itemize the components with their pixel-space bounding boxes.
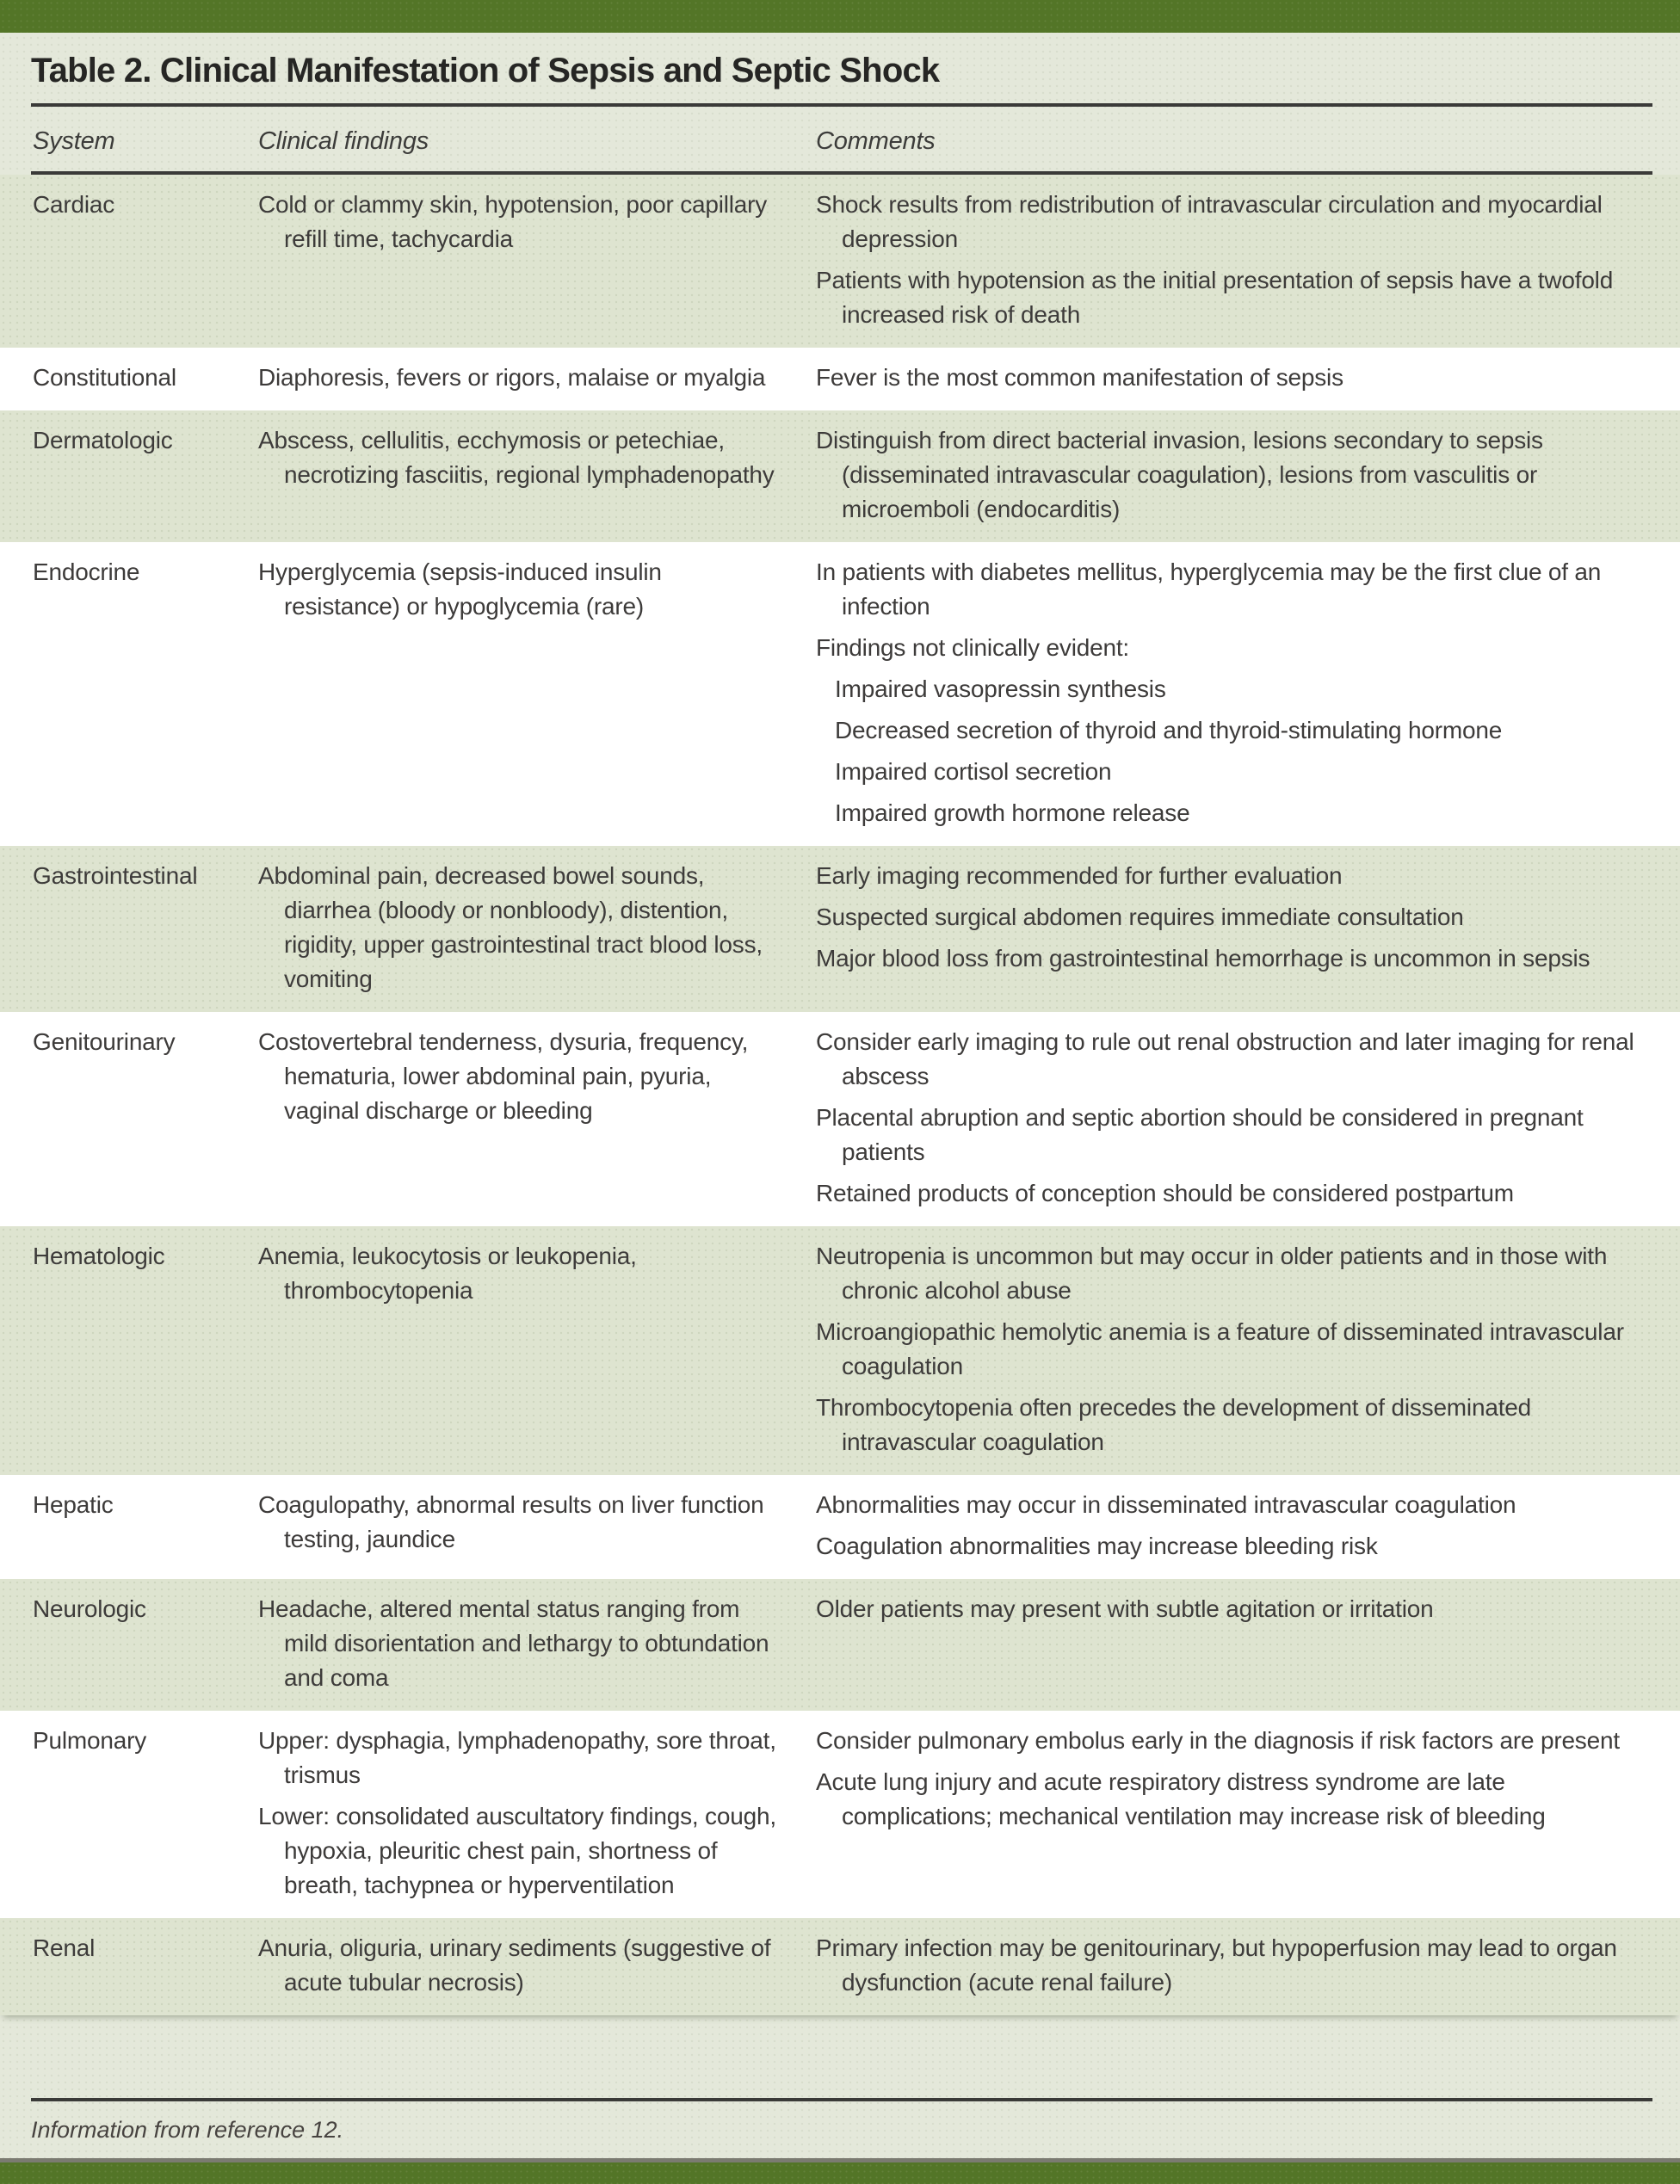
findings-cell bbox=[258, 188, 816, 332]
comment-paragraph: Abnormalities may occur in disseminated intravascular coagulation bbox=[816, 1491, 1516, 1518]
findings-paragraph: Anuria, oliguria, urinary sediments (suggestive of acute tubular necrosis) bbox=[258, 1934, 771, 1996]
comment-paragraph: Acute lung injury and acute respiratory distress syndrome are late complications; mechanical ventilation may increase risk of bleeding bbox=[816, 1768, 1546, 1829]
findings-paragraph: Upper: dysphagia, lymphadenopathy, sore throat, trismus bbox=[258, 1727, 776, 1788]
comments-cell bbox=[816, 1025, 1651, 1211]
comments-cell bbox=[816, 1931, 1651, 2000]
comment-paragraph: Neutropenia is uncommon but may occur in older patients and in those with chronic alcohol abuse bbox=[816, 1243, 1608, 1304]
findings-cell bbox=[258, 1724, 816, 1903]
comment-paragraph: Microangiopathic hemolytic anemia is a feature of disseminated intravascular coagulation bbox=[816, 1318, 1624, 1379]
comment-paragraph: Retained products of conception should be considered postpartum bbox=[816, 1180, 1514, 1206]
system-cell: Neurologic bbox=[33, 1595, 146, 1622]
comment-paragraph: Distinguish from direct bacterial invasion, lesions secondary to sepsis (disseminated intravascular coagulation), lesions from vasculitis or microemboli (endocarditis) bbox=[816, 427, 1543, 522]
findings-paragraph: Lower: consolidated auscultatory findings, cough, hypoxia, pleuritic chest pain, shortness of breath, tachypnea or hyperventilation bbox=[258, 1803, 776, 1898]
table-title: Table 2. Clinical Manifestation of Sepsis and Septic Shock bbox=[31, 52, 940, 89]
comment-paragraph: Patients with hypotension as the initial presentation of sepsis have a twofold increased risk of death bbox=[816, 267, 1614, 328]
findings-cell bbox=[258, 1488, 816, 1564]
column-header-clinical-findings: Clinical findings bbox=[258, 127, 429, 155]
system-cell: Genitourinary bbox=[33, 1028, 176, 1055]
comments-cell bbox=[816, 1592, 1651, 1695]
system-cell: Hepatic bbox=[33, 1491, 114, 1518]
comment-paragraph: Consider pulmonary embolus early in the diagnosis if risk factors are present bbox=[816, 1727, 1620, 1754]
column-header-row bbox=[0, 107, 1680, 171]
findings-paragraph: Hyperglycemia (sepsis-induced insulin resistance) or hypoglycemia (rare) bbox=[258, 558, 662, 620]
findings-cell bbox=[258, 423, 816, 527]
system-cell: Endocrine bbox=[33, 558, 140, 585]
system-cell: Constitutional bbox=[33, 364, 176, 391]
comments-cell bbox=[816, 1239, 1651, 1459]
findings-cell bbox=[258, 859, 816, 996]
findings-cell bbox=[258, 1239, 816, 1459]
findings-cell bbox=[258, 1931, 816, 2000]
findings-paragraph: Anemia, leukocytosis or leukopenia, thrombocytopenia bbox=[258, 1243, 637, 1304]
comment-paragraph-subitem: Impaired growth hormone release bbox=[835, 799, 1190, 826]
comments-cell bbox=[816, 423, 1651, 527]
column-header-system: System bbox=[33, 127, 115, 155]
table-footnote: Information from reference 12. bbox=[31, 2117, 344, 2143]
system-cell: Renal bbox=[33, 1934, 96, 1961]
comment-paragraph: Placental abruption and septic abortion should be considered in pregnant patients bbox=[816, 1104, 1584, 1165]
findings-cell bbox=[258, 555, 816, 830]
comment-paragraph: Early imaging recommended for further evaluation bbox=[816, 862, 1343, 889]
footer-spacer bbox=[0, 2015, 1680, 2098]
comment-paragraph: Major blood loss from gastrointestinal hemorrhage is uncommon in sepsis bbox=[816, 945, 1590, 972]
findings-paragraph: Abdominal pain, decreased bowel sounds, diarrhea (bloody or nonbloody), distention, rigidity, upper gastrointestinal tract blood loss, vomiting bbox=[258, 862, 763, 992]
table-body bbox=[0, 175, 1680, 2015]
system-cell: Dermatologic bbox=[33, 427, 173, 453]
table-row bbox=[0, 1226, 1680, 1475]
findings-paragraph: Coagulopathy, abnormal results on liver function testing, jaundice bbox=[258, 1491, 764, 1552]
table-row bbox=[0, 542, 1680, 846]
comments-cell bbox=[816, 555, 1651, 830]
comment-paragraph: Older patients may present with subtle agitation or irritation bbox=[816, 1595, 1434, 1622]
comment-paragraph: In patients with diabetes mellitus, hyperglycemia may be the first clue of an infection bbox=[816, 558, 1602, 620]
comment-paragraph-subitem: Impaired vasopressin synthesis bbox=[835, 676, 1166, 702]
table-row bbox=[0, 1579, 1680, 1711]
table-row bbox=[0, 1475, 1680, 1579]
table-row bbox=[0, 410, 1680, 542]
findings-paragraph: Abscess, cellulitis, ecchymosis or petechiae, necrotizing fasciitis, regional lymphadenopathy bbox=[258, 427, 775, 488]
findings-paragraph: Costovertebral tenderness, dysuria, frequency, hematuria, lower abdominal pain, pyuria, vaginal discharge or bleeding bbox=[258, 1028, 749, 1124]
comment-paragraph: Primary infection may be genitourinary, but hypoperfusion may lead to organ dysfunction (acute renal failure) bbox=[816, 1934, 1617, 1996]
comments-cell bbox=[816, 361, 1651, 395]
comments-cell bbox=[816, 188, 1651, 332]
comment-paragraph: Consider early imaging to rule out renal obstruction and later imaging for renal abscess bbox=[816, 1028, 1634, 1089]
comment-paragraph: Fever is the most common manifestation of sepsis bbox=[816, 364, 1343, 391]
comment-paragraph-subitem: Impaired cortisol secretion bbox=[835, 758, 1112, 785]
column-header-comments: Comments bbox=[816, 127, 936, 155]
system-cell: Pulmonary bbox=[33, 1727, 147, 1754]
findings-cell bbox=[258, 361, 816, 395]
system-cell: Gastrointestinal bbox=[33, 862, 198, 889]
top-accent-bar bbox=[0, 0, 1680, 33]
table-row bbox=[0, 1918, 1680, 2015]
comments-cell bbox=[816, 1724, 1651, 1903]
comment-paragraph: Suspected surgical abdomen requires immediate consultation bbox=[816, 904, 1464, 930]
table-row bbox=[0, 1711, 1680, 1918]
findings-paragraph: Headache, altered mental status ranging from mild disorientation and lethargy to obtundation and coma bbox=[258, 1595, 769, 1691]
findings-paragraph: Diaphoresis, fevers or rigors, malaise or myalgia bbox=[258, 364, 766, 391]
table-row bbox=[0, 846, 1680, 1012]
table-row bbox=[0, 1012, 1680, 1226]
findings-cell bbox=[258, 1025, 816, 1211]
comment-paragraph: Thrombocytopenia often precedes the development of disseminated intravascular coagulation bbox=[816, 1394, 1532, 1455]
comment-paragraph: Findings not clinically evident: bbox=[816, 634, 1130, 661]
comment-paragraph-subitem: Decreased secretion of thyroid and thyroid-stimulating hormone bbox=[835, 717, 1503, 743]
comments-cell bbox=[816, 859, 1651, 996]
table-row bbox=[0, 348, 1680, 410]
comment-paragraph: Shock results from redistribution of intravascular circulation and myocardial depression bbox=[816, 191, 1603, 252]
table-row bbox=[0, 175, 1680, 348]
findings-cell bbox=[258, 1592, 816, 1695]
bottom-accent-bar bbox=[0, 2158, 1680, 2184]
findings-paragraph: Cold or clammy skin, hypotension, poor capillary refill time, tachycardia bbox=[258, 191, 768, 252]
comment-paragraph: Coagulation abnormalities may increase bleeding risk bbox=[816, 1533, 1378, 1559]
system-cell: Hematologic bbox=[33, 1243, 165, 1269]
system-cell: Cardiac bbox=[33, 191, 115, 218]
comments-cell bbox=[816, 1488, 1651, 1564]
